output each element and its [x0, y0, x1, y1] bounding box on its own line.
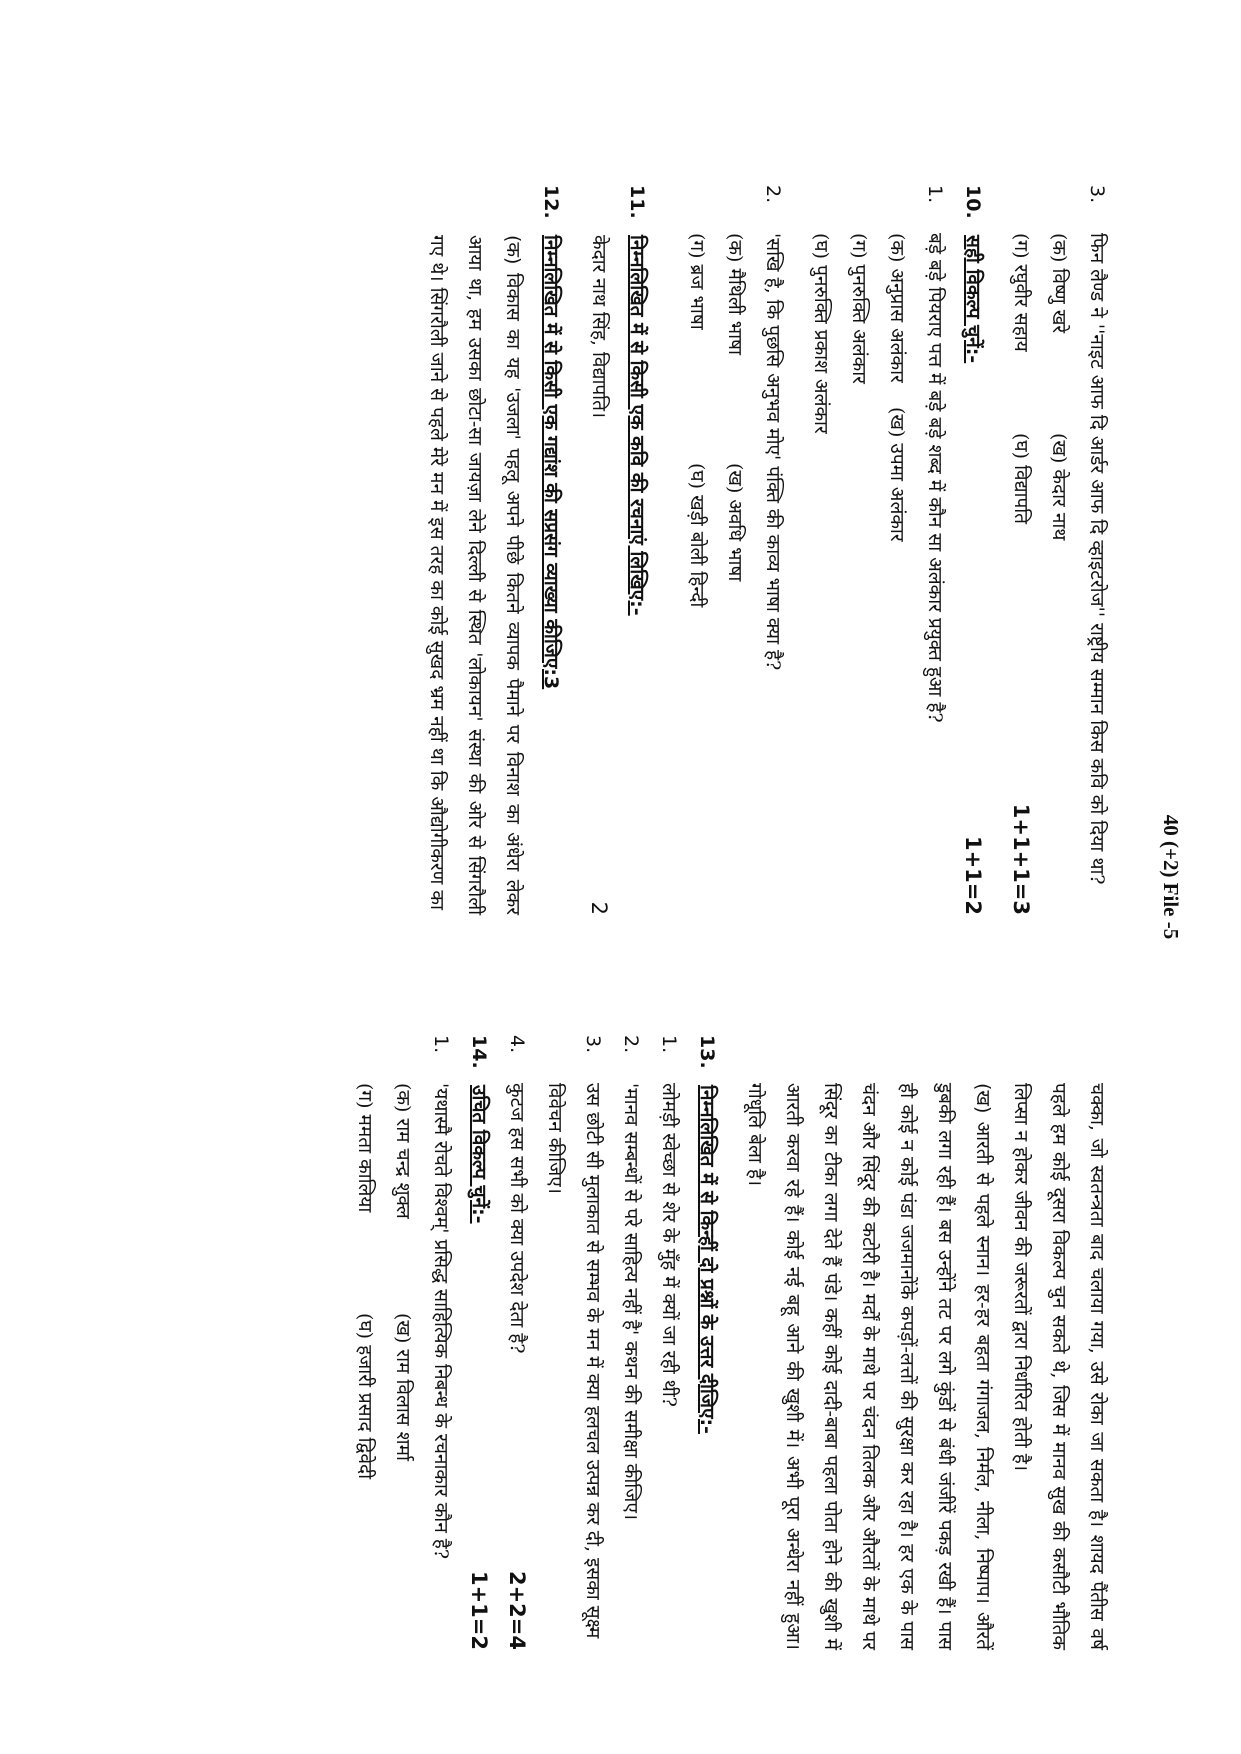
- question-11-body: [580, 185, 618, 915]
- option-d: (घ) विद्यापति: [1010, 433, 1032, 525]
- option-b: (ख) केदार नाथ: [1048, 433, 1070, 541]
- question-12: [532, 185, 570, 915]
- passage-a-continued: चक्का, जो स्वतन्त्रता बाद चलाया गया, उसे रोका जा सकता है। शायद पैंतीस वर्ष पहले हम कोई दूसरा विकल्प चुन सकते थे, जिस में मानव सुख की कसौटी भौतिक लिप्सा न होकर जीवन की जरूरतों द्वारा निर्धारित होती है।: [1010, 1083, 1108, 1650]
- option-d: (घ) हजारी प्रसाद द्विवेदी: [354, 1313, 376, 1480]
- option-c: (ग) रघुवीर सहाय: [1010, 233, 1032, 352]
- subquestion-10-2: [754, 185, 792, 915]
- option-a: (क) अनुप्रास अलंकार: [886, 233, 908, 383]
- marks-q14: 1+1=2: [467, 1570, 491, 1650]
- option-a: (क) मैथिली भाषा: [724, 233, 746, 355]
- subquestion-text: बड़े बड़े पियराए पत्त में बड़े बड़े शब्द में कौन सा अलंकार प्रयुक्त हुआ है?: [924, 233, 946, 723]
- question-number: 12.: [540, 185, 562, 219]
- subquestion-number: 2.: [762, 185, 784, 204]
- passage-text: आरती से पहले स्नान। हर-हर बहता गंगाजल, निर्मल, नीला, निष्पाप। औरतें डुबकी लगा रही हैं। बस उन्होंने तट पर लगे कुंडों से बंधी जंजीरें पकड़ रखी हैं। पास ही कोई न कोई पंडा जजमानोंके कपड़ों-लत्तों की सुरक्षा कर रहा है। हर एक के पास चंदन और सिंदूर की कटोरी है। मर्दों के माथे पर चंदन तिलक और औरतों के माथे पर सिंदूर का टीका लगा देते हैं पंडे। कहीं कोई दादी-बाबा पहला पोता होने की खुशी में आरती करवा रहे हैं। कोई नई बहू आने की खुशी में। अभी पूरा अन्धेरा नहीं हुआ। गोधूलि बेला है।: [744, 1083, 994, 1650]
- subquestion-text: लोमड़ी स्वेच्छा से शेर के मुँह में क्यों जा रही थी?: [658, 1083, 680, 1407]
- right-column: [346, 1035, 1116, 1650]
- option-b: (ख) राम विलास शर्मा: [392, 1313, 414, 1461]
- question-11: [618, 185, 656, 915]
- question-3: [1078, 185, 1116, 915]
- question-text: फिन लैण्ड ने ''नाइट आफ दि आर्डर आफ दि व्हाइटरोज'' राष्ट्रीय सम्मान किस कवि को दिया था?: [1086, 233, 1108, 885]
- passage-b: [736, 1035, 1002, 1650]
- options-grid: [346, 1035, 422, 1650]
- question-title: निम्नलिखित में से किसी एक कवि की रचनाएं लिखिए:-: [626, 235, 648, 616]
- passage-text: विकास का यह 'उजला' पहलू अपने पीछे कितने व्यापक पैमाने पर विनाश का अंधेरा लेकर आया था, हम उसका छोटा-सा जायज़ा लेने दिल्ली से स्थित 'लोकायन' संस्था की ओर से सिंगरौली गए थे। सिंगरौली जाने से पहले मेरे मन में इस तरह का कोई सुखद भ्रम नहीं था कि औद्योगीकरण का: [426, 235, 524, 916]
- question-13: [688, 1035, 726, 1650]
- subquestion-13-4: [498, 1035, 536, 1650]
- options-row: [878, 185, 916, 915]
- subquestion-10-1: [916, 185, 954, 915]
- question-number: 14.: [468, 1035, 490, 1069]
- option-d: (घ) खड़ी बोली हिन्दी: [686, 463, 708, 608]
- subquestion-13-3: [536, 1035, 612, 1650]
- question-text: केदार नाथ सिंह, विद्यापति।: [588, 235, 610, 419]
- option-d: (घ) पुनरुक्ति प्रकाश अलंकार: [810, 233, 832, 434]
- subquestion-text: उस छोटी सी मुलाकात से सम्भव के मन में क्या हलचल उत्पन्न कर दी, इसका सूक्ष्म विवेचन कीजिए।: [544, 1083, 604, 1639]
- subquestion-text: 'यथास्मै रोचते विश्वम्' प्रसिद्ध साहित्यिक निबन्ध के रचनाकार कौन है?: [430, 1083, 452, 1560]
- option-a: (क) विष्णु खरे: [1048, 233, 1070, 334]
- subquestion-number: 3.: [582, 1035, 604, 1054]
- option-a: (क) राम चन्द्र शुक्ल: [392, 1083, 414, 1219]
- question-number: 13.: [696, 1035, 718, 1069]
- marks-q3: 1+1+1=3: [1009, 803, 1033, 915]
- question-title: सही विकल्प चुनें:-: [962, 235, 984, 364]
- options-grid: [678, 185, 754, 915]
- subquestion-13-1: [650, 1035, 688, 1650]
- left-column: [418, 185, 1116, 915]
- option-b: (ख) अवधि भाषा: [724, 463, 746, 582]
- subquestion-text: 'मानव सम्बन्धों से परे साहित्य नहीं है' कथन की समीक्षा कीजिए।: [620, 1083, 642, 1521]
- marks-q13: 2+2=4: [505, 1570, 529, 1650]
- passage-label: (ख): [972, 1083, 994, 1114]
- marks-q11: 2: [587, 901, 611, 915]
- subquestion-14-1: [422, 1035, 460, 1650]
- marks-q10: 1+1=2: [961, 835, 985, 915]
- page-header: 40 (+2) File -5: [1159, 814, 1183, 940]
- subquestion-text: कुटज हस सभी को क्या उपदेश देता है?: [506, 1083, 528, 1354]
- subquestion-number: 4.: [506, 1035, 528, 1054]
- subquestion-number: 1.: [658, 1035, 680, 1054]
- question-10: [954, 185, 992, 915]
- question-title: निम्नलिखित में से किसी एक गद्यांश की सप्रसंग व्याख्या कीजिए:3: [540, 235, 562, 690]
- question-title: निम्नलिखित में से किन्हीं दो प्रश्नों के उत्तर दीजिए:-: [696, 1085, 718, 1434]
- passage-label: (क): [502, 235, 524, 265]
- question-title: उचित विकल्प चुनें:-: [468, 1085, 490, 1224]
- subquestion-number: 1.: [430, 1035, 452, 1054]
- option-c: (ग) ब्रज भाषा: [686, 233, 708, 330]
- subquestion-text: 'सखि है, कि पुछसि अनुभव मोए' पंक्ति की काव्य भाषा क्या है?: [762, 233, 784, 671]
- subquestion-number: 1.: [924, 185, 946, 204]
- subquestion-number: 2.: [620, 1035, 642, 1054]
- question-14: [460, 1035, 498, 1650]
- passage-a: [418, 185, 532, 915]
- question-number: 3.: [1086, 185, 1108, 204]
- question-number: 10.: [962, 185, 984, 219]
- subquestion-13-2: [612, 1035, 650, 1650]
- question-number: 11.: [626, 185, 648, 219]
- option-b: (ख) उपमा अलंकार: [886, 407, 908, 542]
- option-c: (ग) पुनरुक्ति अलंकार: [848, 233, 870, 384]
- option-c: (ग) ममता कालिया: [354, 1083, 376, 1213]
